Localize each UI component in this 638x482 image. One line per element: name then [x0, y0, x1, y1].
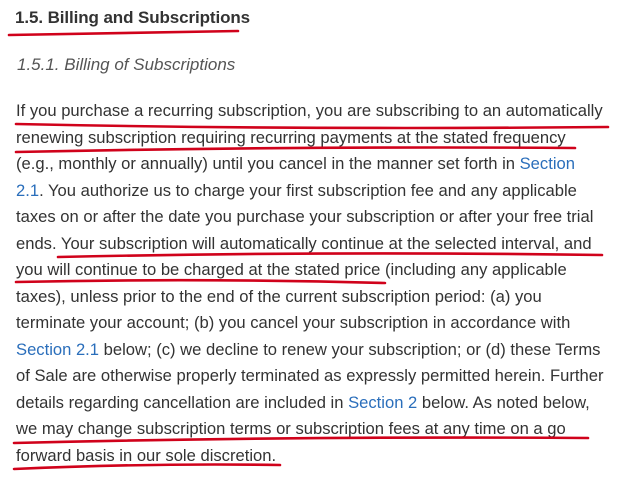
billing-paragraph — [16, 98, 628, 469]
paragraph-text: forward basis in our sole discretion. — [16, 445, 277, 465]
paragraph-line — [16, 390, 628, 417]
paragraph-line — [16, 98, 628, 125]
paragraph-line — [16, 416, 628, 443]
paragraph-text: below. As noted below, — [417, 392, 590, 412]
paragraph-text: details regarding cancellation are included in — [16, 392, 349, 412]
section-link[interactable]: Section — [519, 154, 575, 173]
paragraph-line — [16, 284, 628, 311]
section-link[interactable]: 2.1 — [16, 180, 40, 200]
paragraph-text: terminate your account; (b) you cancel your subscription in accordance with — [16, 313, 571, 332]
paragraph-text: renewing subscription requiring recurring payments at the stated frequency — [16, 127, 566, 147]
paragraph-line — [16, 443, 628, 470]
paragraph-text: If you purchase a recurring subscription, you are subscribing to an automatically — [16, 101, 603, 120]
paragraph-text: taxes), unless prior to the end of the current subscription period: (a) you — [16, 286, 542, 306]
paragraph-text: taxes on or after the date you purchase your subscription or after your free trial — [16, 207, 594, 226]
paragraph-line — [16, 337, 628, 364]
paragraph-text: we may change subscription terms or subscription fees at any time on a go — [16, 419, 566, 438]
paragraph-line — [16, 125, 628, 152]
paragraph-line — [16, 231, 628, 258]
subsection-heading: 1.5.1. Billing of Subscriptions — [17, 55, 236, 74]
paragraph-line — [16, 257, 628, 284]
paragraph-text: of Sale are otherwise properly terminated as expressly permitted herein. Further — [16, 366, 604, 385]
paragraph-line — [16, 178, 628, 205]
section-link[interactable]: Section 2.1 — [16, 339, 100, 359]
section-link[interactable]: Section 2 — [348, 392, 418, 412]
paragraph-text: ends. Your subscription will automatically continue at the selected interval, and — [16, 233, 592, 253]
underline-heading — [9, 31, 238, 35]
paragraph-text: below; (c) we decline to renew your subscription; or (d) these Terms — [99, 339, 601, 359]
paragraph-line — [16, 204, 628, 231]
paragraph-text: . You authorize us to charge your first subscription fee and any applicable — [39, 180, 577, 200]
paragraph-text: you will continue to be charged at the stated price (including any applicable — [16, 260, 567, 279]
paragraph-line — [16, 363, 628, 390]
paragraph-text: (e.g., monthly or annually) until you cancel in the manner set forth in — [16, 154, 520, 173]
paragraph-line — [16, 310, 628, 337]
section-heading: 1.5. Billing and Subscriptions — [15, 8, 251, 27]
paragraph-line — [16, 151, 628, 178]
